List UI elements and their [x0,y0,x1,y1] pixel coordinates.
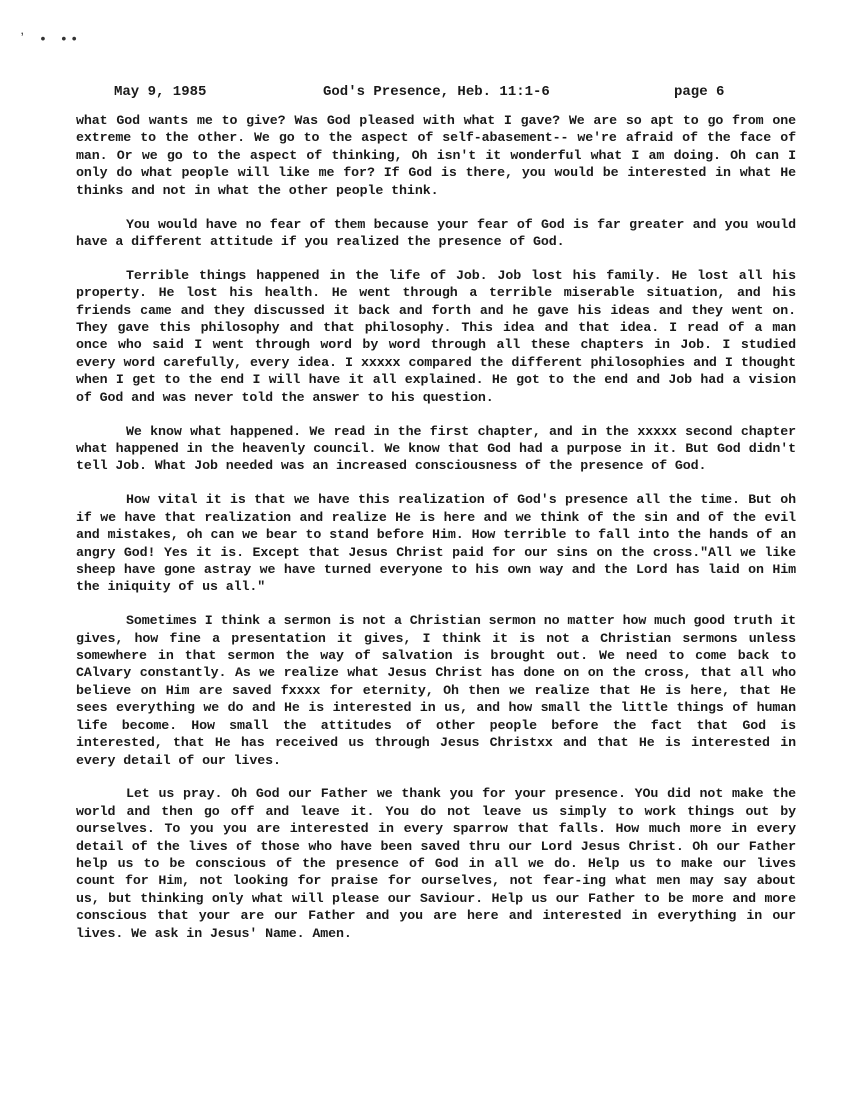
header-page-number: page 6 [674,84,725,100]
header-date: May 9, 1985 [114,84,207,100]
paragraph-6: Sometimes I think a sermon is not a Christian sermon no matter how much good truth it gives, how fine a presentation it gives, I think it is not a Christian sermons unless somewhere in that sermon the way of salvation is brought out. We need to come back to CAlvary constantly. As we realize what Jesus Christ has done on on the cross, that all who believe on Him are saved fxxxx for eternity, Oh then we realize that He is here, that He sees everything we do and He is interested in us, and how small the little things of human life become. How small the attitudes of other people before the fact that God is interested, that He has received us through Jesus Christxx and that He is interested in every detail of our lives. [76,613,796,768]
page-header [0,84,850,104]
paragraph-7: Let us pray. Oh God our Father we thank you for your presence. YOu did not make the world and then go off and leave it. You do not leave us simply to work things out by ourselves. To you you are interested in every sparrow that falls. How much more in every detail of the lives of those who have been saved thru our Lord Jesus Christ. Oh our Father help us to be conscious of the presence of God in all we do. Help us to make our lives count for Him, not looking for praise for ourselves, not fear-ing what men may say about us, but thinking only what will please our Saviour. Help us our Father to be more and more conscious that your are our Father and you are here and interested in everything in our lives. We ask in Jesus' Name. Amen. [76,786,796,941]
paragraph-1: what God wants me to give? Was God pleased with what I gave? We are so apt to go from one extreme to the other. We go to the aspect of self-abasement-- we're afraid of the face of man. Or we go to the aspect of thinking, Oh isn't it wonderful what I am doing. Oh can I only do what people will like me for? If God is there, you would be interested in what He thinks and not in what the other people think. [76,113,796,198]
paragraph-4: We know what happened. We read in the first chapter, and in the xxxxx second chapter what happened in the heavenly council. We know that God had a purpose in it. But God didn't tell Job. What Job needed was an increased consciousness of the presence of God. [76,423,796,474]
document-body [76,112,796,959]
header-title: God's Presence, Heb. 11:1-6 [323,84,550,100]
paragraph-3: Terrible things happened in the life of Job. Job lost his family. He lost all his property. He lost his health. He went through a terrible miserable situation, and his friends came and they discussed it back and forth and he gave his ideas and they went on. They gave this philosophy and that philosophy. This idea and that idea. I read of a man once who said I went through word by word through all these chapters in Job. I studied every word carefully, every idea. I xxxxx compared the different philosophies and I thought when I get to the end I will have it all explained. He got to the end and Job had a vision of God and was never told the answer to his question. [76,267,796,405]
paragraph-5: How vital it is that we have this realization of God's presence all the time. But oh if we have that realization and realize He is here and we think of the sin and of the evil and mistakes, oh can we bear to stand before Him. How terrible to fall into the hands of an angry God! Yes it is. Except that Jesus Christ paid for our sins on the cross."All we like sheep have gone astray we have turned everyone to his own way and the Lord has laid on Him the iniquity of us all." [76,492,796,595]
paragraph-2: You would have no fear of them because your fear of God is far greater and you would have a different attitude if you realized the presence of God. [76,216,796,249]
scan-speck-marks: ʼ • •• [18,32,81,48]
